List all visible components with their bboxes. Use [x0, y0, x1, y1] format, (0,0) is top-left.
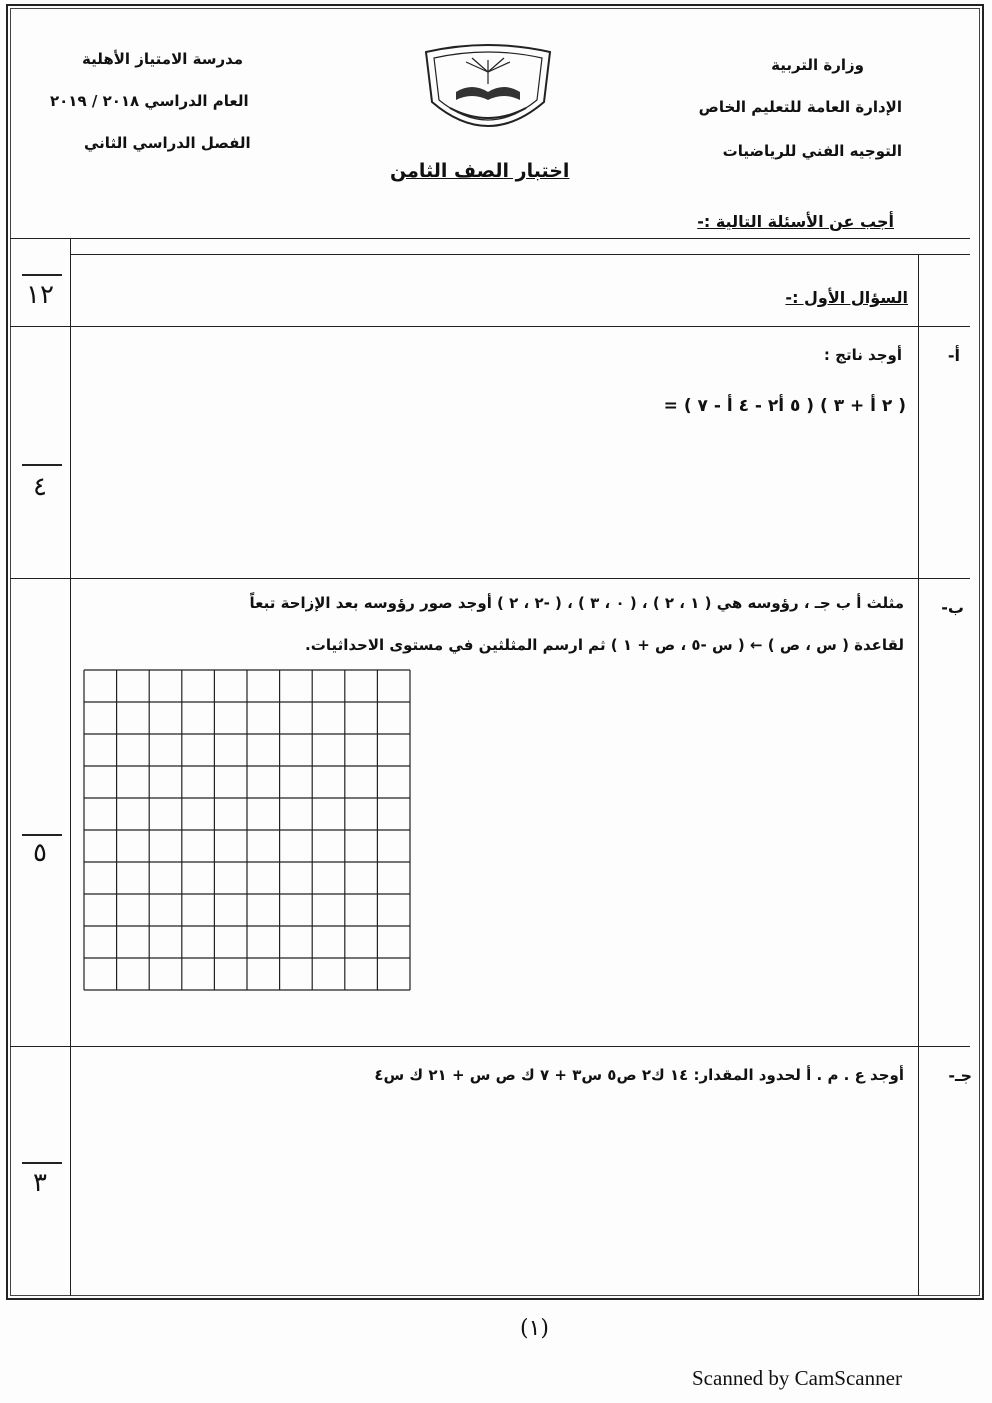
part-a-mark-bar: [22, 464, 62, 466]
total-mark-bar: [22, 274, 62, 276]
table-top-line: [10, 238, 970, 239]
part-c-mark-bar: [22, 1162, 62, 1164]
scanner-watermark: Scanned by CamScanner: [692, 1366, 902, 1390]
instruction-text: أجب عن الأسئلة التالية :-: [697, 212, 894, 231]
supervision-line: التوجيه الفني للرياضيات: [722, 142, 902, 160]
coordinate-grid: [82, 668, 412, 994]
part-a-label: أ-: [947, 346, 960, 365]
directorate-line: الإدارة العامة للتعليم الخاص: [698, 98, 902, 116]
exam-title: اختبار الصف الثامن: [390, 160, 570, 182]
part-b-line-1: مثلث أ ب جـ ، رؤوسه هي ( ١ ، ٢ ) ، ( ٠ ، ٣ ) ، ( -٢ ، ٢ ) أوجد صور رؤوسه بعد الإزاحة تبعاً: [249, 594, 904, 612]
part-b-mark-bar: [22, 834, 62, 836]
part-c-mark: ٣: [33, 1168, 47, 1198]
part-c-label: جـ-: [948, 1066, 972, 1085]
semester: الفصل الدراسي الثاني: [84, 134, 251, 152]
part-b-mark: ٥: [33, 838, 47, 868]
academic-year: العام الدراسي ٢٠١٨ / ٢٠١٩: [50, 92, 249, 110]
part-b-line-2: لقاعدة ( س ، ص ) ← ( س -٥ ، ص + ١ ) ثم ارسم المثلثين في مستوى الاحداثيات.: [305, 636, 904, 654]
question-heading: السؤال الأول :-: [785, 288, 908, 307]
part-c-question: أوجد ع . م . أ لحدود المقدار: ١٤ ك٢ ص٥ س٣ + ٧ ك ص س + ٢١ ك س٤: [374, 1066, 904, 1084]
marks-column-line: [70, 238, 71, 1296]
total-mark: ١٢: [26, 280, 54, 310]
ministry-line: وزارة التربية: [771, 56, 864, 74]
part-b-label: ب-: [941, 598, 964, 617]
part-b-bottom-line: [10, 1046, 970, 1047]
page-number: (١): [520, 1316, 550, 1341]
part-a-bottom-line: [10, 578, 970, 579]
school-logo-icon: [420, 42, 556, 140]
part-a-prompt: أوجد ناتج :: [823, 346, 902, 364]
part-a-expression: ( ٢ أ + ٣ ) ( ٥ أ٢ - ٤ أ - ٧ ) =: [663, 396, 906, 416]
labels-column-line: [918, 254, 919, 1296]
part-a-mark: ٤: [33, 472, 47, 502]
heading-row-bottom-line: [10, 326, 970, 327]
heading-row-top-line: [70, 254, 970, 255]
school-name: مدرسة الامتياز الأهلية: [82, 50, 244, 68]
